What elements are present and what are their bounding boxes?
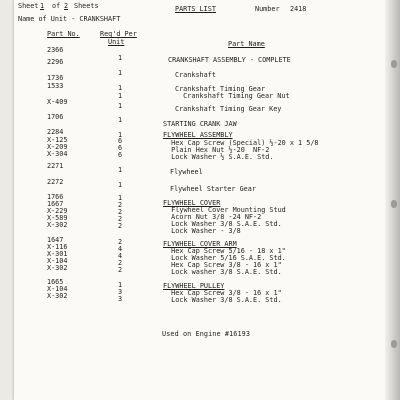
part-name: Hex Cap Screw 5/16 - 18 x 1" (163, 247, 286, 255)
part-name: FLYWHEEL COVER ARM (163, 240, 237, 248)
column-reqd: Req'd Per (100, 30, 137, 38)
part-name: Lock washer 3/8 S.A.E. Std. (163, 268, 282, 276)
quantity: 1 (117, 69, 123, 77)
quantity: 2 (117, 238, 123, 246)
part-name: Lock Washer - 3/8 (163, 227, 241, 235)
quantity: 2 (117, 208, 123, 216)
quantity: 1 (117, 181, 123, 189)
part-number: 1706 (47, 113, 64, 121)
part-number: X-302 (47, 221, 68, 229)
quantity: 1 (117, 131, 123, 139)
part-name: Lock Washer 3/8 S.A.E. Std. (163, 220, 282, 228)
part-number: X-589 (47, 214, 68, 222)
part-name: FLYWHEEL ASSEMBLY (163, 131, 233, 139)
sheet-of: of (52, 2, 61, 10)
part-name: Plain Hex Nut ½-20 NF-2 (163, 146, 270, 154)
part-number: 2284 (47, 128, 64, 136)
sheets-label: Sheets (74, 2, 99, 10)
part-name: FLYWHEEL COVER (163, 199, 221, 207)
part-number: X-302 (47, 264, 68, 272)
quantity: 4 (117, 252, 123, 260)
part-number: 1533 (47, 82, 64, 90)
part-name: Flywheel Cover Mounting Stud (163, 206, 286, 214)
part-number: 1736 (47, 74, 64, 82)
quantity: 3 (117, 295, 123, 303)
quantity: 6 (117, 137, 123, 145)
part-number: 2366 (47, 46, 64, 54)
part-number: X-104 (47, 257, 68, 265)
sheet-total: 2 (64, 2, 69, 10)
quantity: 6 (117, 144, 123, 152)
quantity: 1 (117, 116, 123, 124)
part-name: Lock Washer ½ S.A.E. Std. (163, 153, 274, 161)
binder-ring (391, 60, 397, 68)
number-label: Number (255, 5, 280, 13)
part-number: X-209 (47, 143, 68, 151)
quantity: 3 (117, 288, 123, 296)
part-name: Hex Cap Screw 3/8 - 16 x 1" (163, 289, 282, 297)
part-name: Acorn Nut 3/8 -24 NF-2 (163, 213, 262, 221)
quantity: 1 (117, 84, 123, 92)
binder-ring (391, 200, 397, 208)
quantity: 2 (117, 215, 123, 223)
quantity: 2 (117, 222, 123, 230)
part-number: X-304 (47, 150, 68, 158)
part-name: Lock Washer 5/16 S.A.E. Std. (163, 254, 286, 262)
quantity: 1 (117, 166, 123, 174)
column-reqd-unit: Unit (108, 38, 125, 46)
part-number: 1766 (47, 193, 64, 201)
part-name: Hex Cap Screw (Special) ½-20 x 1 5/8 (163, 139, 319, 147)
part-number: 1647 (47, 236, 64, 244)
quantity: 6 (117, 151, 123, 159)
part-name: Hex Cap Screw 3/8 - 16 x 1" (163, 261, 282, 269)
part-number: X-116 (47, 243, 68, 251)
part-name: Crankshaft Timing Gear (175, 85, 266, 93)
part-name: Crankshaft Timing Gear Key (175, 105, 282, 113)
part-name: STARTING CRANK JAW (163, 120, 237, 128)
column-part-name: Part Name (228, 40, 265, 48)
part-name: Crankshaft Timing Gear Nut (175, 92, 290, 100)
quantity: 1 (117, 102, 123, 110)
quantity: 2 (117, 259, 123, 267)
part-name: Flywheel Starter Gear (170, 185, 256, 193)
quantity: 1 (117, 92, 123, 100)
part-number: 2271 (47, 162, 64, 170)
part-number: X-301 (47, 250, 68, 258)
part-number: 1667 (47, 200, 64, 208)
quantity: 4 (117, 245, 123, 253)
column-part-no: Part No. (47, 30, 80, 38)
part-number: X-104 (47, 285, 68, 293)
unit-name: Name of Unit - CRANKSHAFT (18, 15, 121, 23)
part-number: 2272 (47, 178, 64, 186)
quantity: 1 (117, 54, 123, 62)
part-number: X-229 (47, 207, 68, 215)
part-name: Crankshaft (175, 71, 216, 79)
used-on-engine: Used on Engine #16193 (162, 330, 251, 338)
part-name: Lock Washer 3/8 S.A.E. Std. (163, 296, 282, 304)
part-name: FLYWHEEL PULLEY (163, 282, 225, 290)
quantity: 1 (117, 194, 123, 202)
part-name: CRANKSHAFT ASSEMBLY - COMPLETE (168, 56, 291, 64)
part-number: X-302 (47, 292, 68, 300)
part-name: Flywheel (170, 168, 203, 176)
quantity: 2 (117, 201, 123, 209)
binder-ring (391, 340, 397, 348)
part-number: X-409 (47, 98, 68, 106)
number-value: 2418 (290, 5, 307, 13)
quantity: 1 (117, 281, 123, 289)
sheet-number: 1 (40, 2, 45, 10)
sheet-prefix: Sheet (18, 2, 39, 10)
quantity: 2 (117, 266, 123, 274)
part-number: 1665 (47, 278, 64, 286)
part-number: X-125 (47, 136, 68, 144)
part-number: 2296 (47, 58, 64, 66)
page-title: PARTS LIST (175, 5, 216, 13)
